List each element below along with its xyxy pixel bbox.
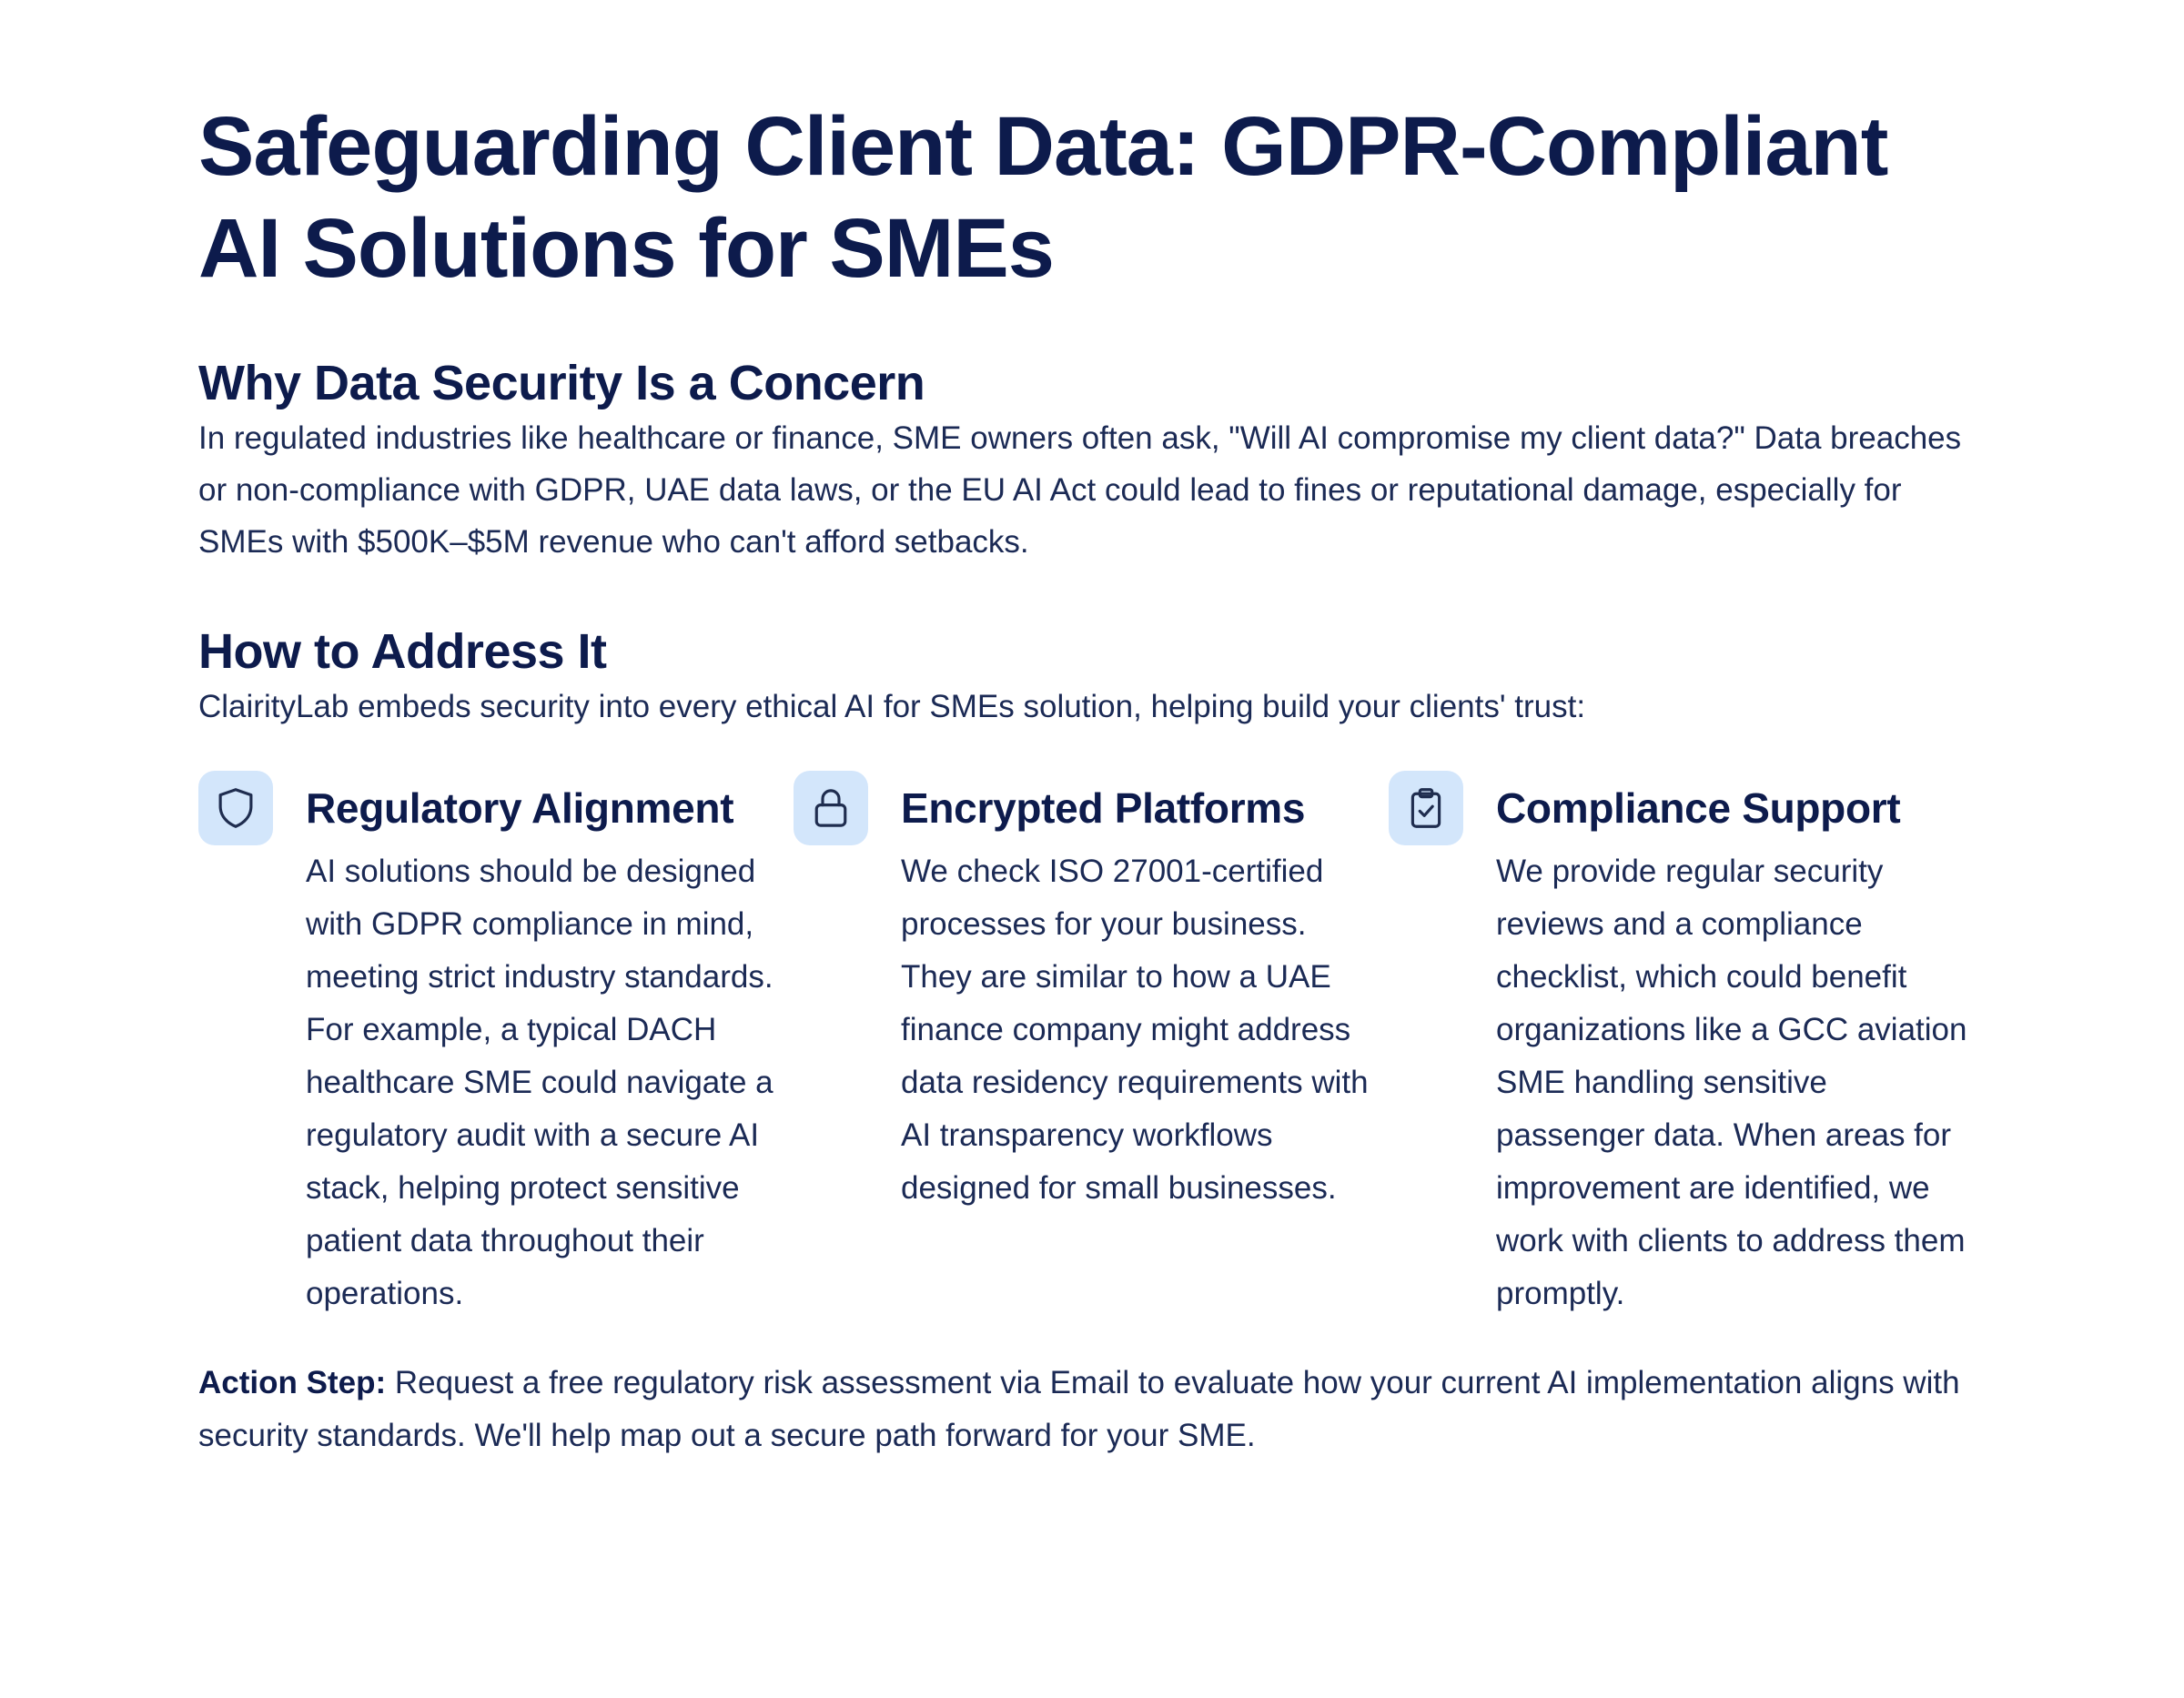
how-section-heading: How to Address It xyxy=(198,624,607,679)
feature-title: Encrypted Platforms xyxy=(901,784,1306,832)
feature-description: We provide regular security reviews and a compliance checklist, which could benefit organizations like a GCC aviation SME handling sensitive passenger data. When areas for improvement are identified, we work with clients to address them promptly. xyxy=(1496,854,1967,1311)
action-step-text: Request a free regulatory risk assessment via Email to evaluate how your current AI implementation aligns with security standards. We'll help map out a secure path forward for your SME. xyxy=(198,1365,1960,1453)
page-title: Safeguarding Client Data: GDPR-Compliant AI Solutions for SMEs xyxy=(198,100,1888,295)
why-section-body: In regulated industries like healthcare or finance, SME owners often ask, "Will AI compromise my client data?" Data breaches or non-compliance with GDPR, UAE data laws, or the EU AI Act could lead to fines or reputational damage, especially for SMEs with $500K–$5M revenue who can't afford setbacks. xyxy=(198,420,1962,560)
clipboard-check-icon xyxy=(1389,771,1463,845)
how-section-intro: ClairityLab embeds security into every ethical AI for SMEs solution, helping build your clients' trust: xyxy=(198,689,1586,724)
lock-icon xyxy=(794,771,868,845)
feature-compliance-support xyxy=(1389,771,1984,1320)
shield-icon xyxy=(198,771,273,845)
feature-list xyxy=(198,771,1984,1320)
feature-title: Regulatory Alignment xyxy=(306,784,734,832)
feature-regulatory-alignment xyxy=(198,771,794,1320)
why-section-heading: Why Data Security Is a Concern xyxy=(198,356,925,410)
action-step-label: Action Step: xyxy=(198,1365,387,1400)
feature-encrypted-platforms xyxy=(794,771,1389,1320)
feature-description: AI solutions should be designed with GDPR compliance in mind, meeting strict industry standards. For example, a typical DACH healthcare SME could navigate a regulatory audit with a secure AI stack, helping protect sensitive patient data throughout their operations. xyxy=(306,854,774,1311)
feature-title: Compliance Support xyxy=(1496,784,1901,832)
action-step xyxy=(198,1357,1984,1462)
feature-description: We check ISO 27001-certified processes for your business. They are similar to how a UAE finance company might address data residency requirements with AI transparency workflows designed for small businesses. xyxy=(901,854,1369,1206)
